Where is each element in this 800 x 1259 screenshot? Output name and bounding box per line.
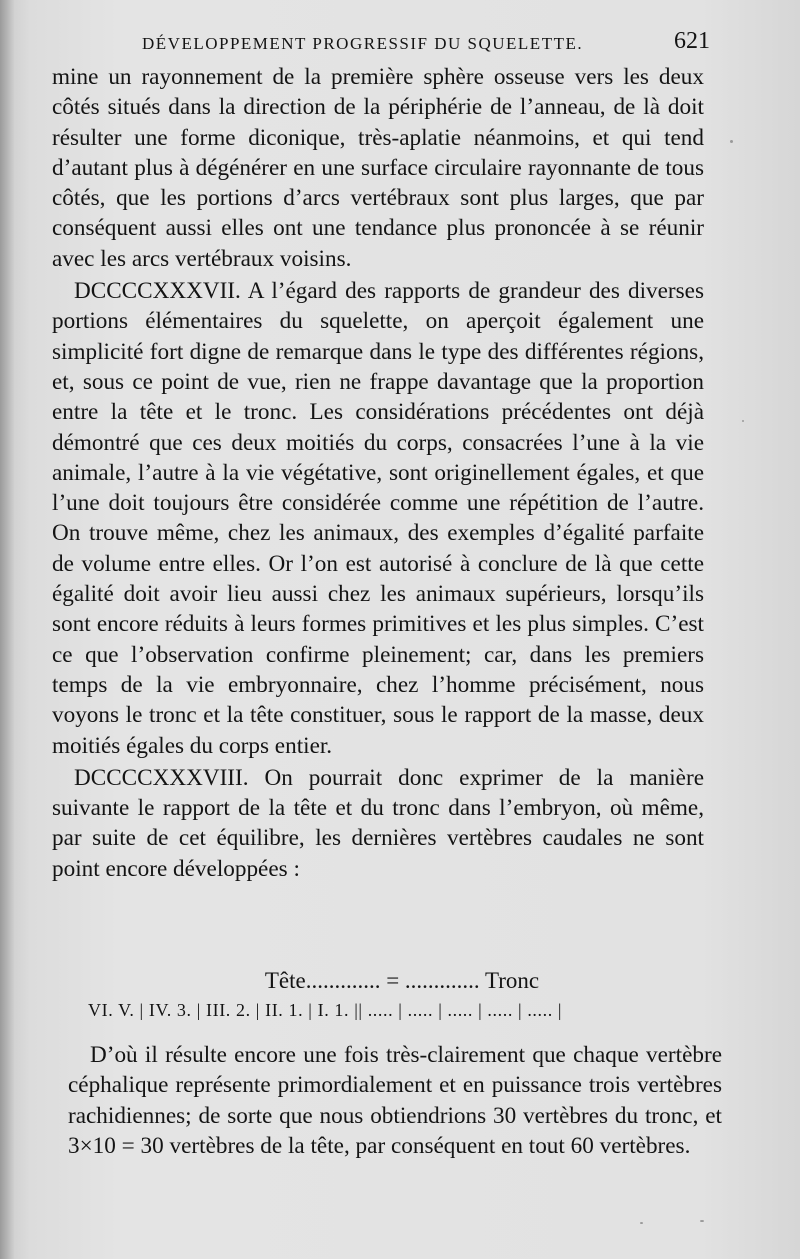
page-header: [120, 28, 710, 64]
vertebra-formula: [62, 966, 702, 1021]
formula-head-trunk-line: Tête............. = ............. Tronc: [264, 968, 540, 993]
paragraph-conclusion: D’où il résulte encore une fois très-clairement que chaque vertèbre céphalique représente primordialement et en puissance trois vertèbres rachidiennes; de sorte que nous obtiendrions 30 vertèbres du tronc, et 3×10 = 30 vertèbres de la tête, par conséquent en tout 60 vertèbres.: [68, 1042, 722, 1159]
paragraph-dcccc-xxxviii: DCCCCXXXVIII. On pourrait donc exprimer de la manière suivante le rapport de la tête et du tronc dans l’embryon, où même, par suite de cet équilibre, les dernières vertèbres caudales ne sont point encore développées :: [52, 764, 704, 882]
paragraph-continuation: mine un rayonnement de la première sphère osseuse vers les deux côtés situés dans la direction de la périphérie de l’anneau, de là doit résulter une forme diconique, très-aplatie néanmoins, et qui tend d’autant plus à dégénérer en une surface circulaire rayonnante de tous côtés, que les portions d’arcs vertébraux sont plus larges, que par conséquent aussi elles ont une tendance plus prononcée à se réunir avec les arcs vertébraux voisins.: [52, 64, 704, 272]
paragraph-dcccc-xxxvii: DCCCCXXXVII. A l’égard des rapports de grandeur des diverses portions élémentaires du squelette, on aperçoit également une simplicité fort digne de remarque dans le type des différentes régions, et, sous ce point de vue, rien ne frappe davantage que la proportion entre la tête et le tronc. Les considérations précédentes ont déjà démontré que ces deux moitiés du corps, consacrées l’une à la vie animale, l’autre à la vie végétative, sont originellement égales, et que l’une doit toujours être considérée comme une répétition de l’autre. On trouve même, chez les animaux, des exemples d’égalité parfaite de volume entre elles. Or l’on est autorisé à conclure de là que cette égalité doit avoir lieu aussi chez les animaux supérieurs, lorsqu’ils sont encore réduits à leurs formes primitives et les plus simples. C’est ce que l’observation confirme pleinement; car, dans les premiers temps de la vie embryonnaire, chez l’homme précisément, nous voyons le tronc et la tête constituer, sous le rapport de la masse, deux moitiés égales du corps entier.: [52, 278, 704, 759]
closing-text: [68, 1040, 722, 1161]
binding-edge: [0, 0, 14, 1259]
paper-speck: [700, 1220, 704, 1222]
paper-speck: [730, 140, 733, 143]
page-number: 621: [674, 28, 710, 54]
paper-speck: [640, 1222, 643, 1224]
formula-vertebrae-line: VI. V. | IV. 3. | III. 2. | II. 1. | I. 1. || ..... | ..... | ..... | ..... | ..... |: [88, 1000, 563, 1020]
running-head: DÉVELOPPEMENT PROGRESSIF DU SQUELETTE.: [142, 34, 584, 53]
paper-speck: [742, 420, 744, 422]
body-text: [52, 62, 704, 884]
